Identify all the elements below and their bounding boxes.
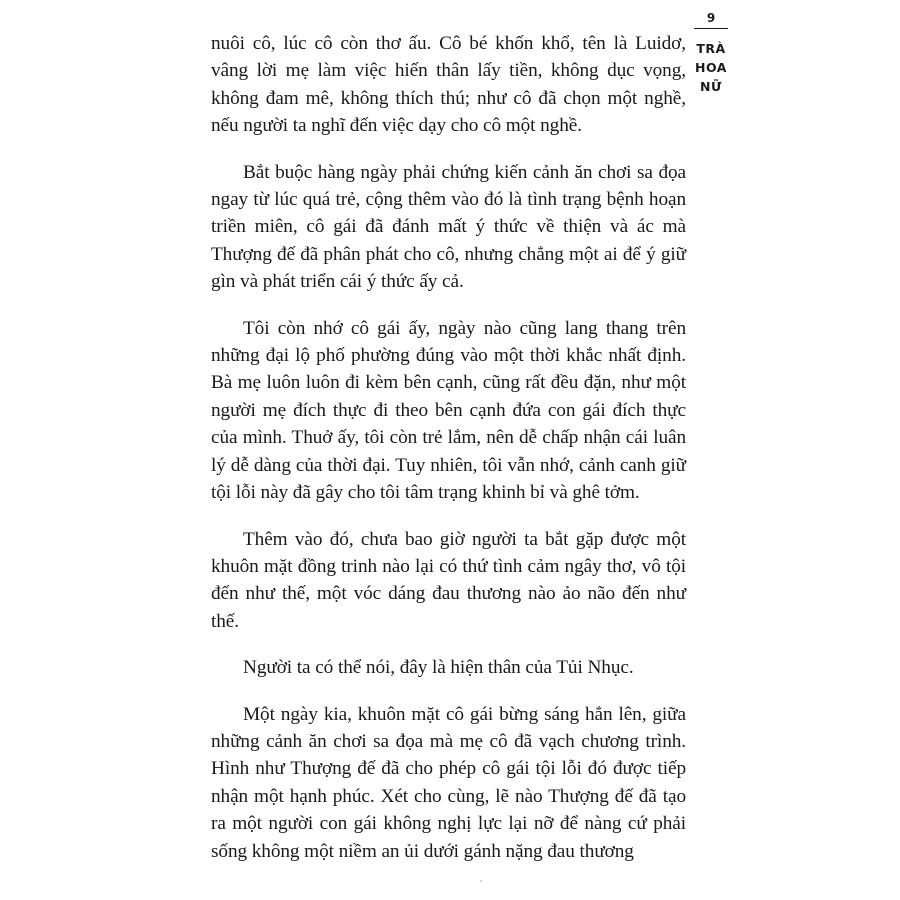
book-title-line-2: HOA — [695, 60, 727, 75]
page-speck — [480, 880, 482, 882]
body-text — [211, 30, 686, 884]
paragraph-5: Người ta có thể nói, đây là hiện thân của Tủi Nhục. — [243, 657, 634, 679]
running-header — [690, 10, 732, 96]
paragraph-1: nuôi cô, lúc cô còn thơ ấu. Cô bé khốn khổ, tên là Luidơ, vâng lời mẹ làm việc hiến thân lấy tiền, không dục vọng, không đam mê, không thích thú; như cô đã chọn một nghề, nếu người ta nghĩ đến việc dạy cho cô một nghề. — [211, 33, 686, 137]
book-title-line-1: TRÀ — [696, 41, 726, 56]
page-number: 9 — [694, 10, 728, 29]
paragraph-2: Bắt buộc hàng ngày phải chứng kiến cảnh ăn chơi sa đọa ngay từ lúc quá trẻ, cộng thêm vào đó là tình trạng bệnh hoạn triền miên, cô gái đã đánh mất ý thức về thiện và ác mà Thượng đế đã phân phát cho cô, nhưng chẳng một ai để ý giữ gìn và phát triển cái ý thức ấy cả. — [211, 161, 686, 293]
paragraph-4: Thêm vào đó, chưa bao giờ người ta bắt gặp được một khuôn mặt đồng trinh nào lại có thứ tình cảm ngây thơ, vô tội đến như thế, một vóc dáng đau thương nào ảo não đến như thế. — [211, 528, 686, 632]
paragraph-3: Tôi còn nhớ cô gái ấy, ngày nào cũng lang thang trên những đại lộ phố phường đúng vào một thời khắc nhất định. Bà mẹ luôn luôn đi kèm bên cạnh, cũng rất đều đặn, như một người mẹ đích thực đi theo bên cạnh đứa con gái đích thực của mình. Thuở ấy, tôi còn trẻ lắm, nên dễ chấp nhận cái luân lý dễ dàng của thời đại. Tuy nhiên, tôi vẫn nhớ, cảnh canh giữ tội lỗi này đã gây cho tôi tâm trạng khinh bỉ và ghê tởm. — [211, 317, 686, 504]
paragraph-6: Một ngày kia, khuôn mặt cô gái bừng sáng hẳn lên, giữa những cảnh ăn chơi sa đọa mà mẹ cô đã vạch chương trình. Hình như Thượng đế đã cho phép cô gái tội lỗi đó được tiếp nhận một hạnh phúc. Xét cho cùng, lẽ nào Thượng đế đã tạo ra một người con gái không nghị lực lại nỡ để nàng cứ phải sống không một niềm an ủi dưới gánh nặng đau thương — [211, 703, 686, 862]
book-title-line-3: NỮ — [700, 79, 722, 94]
